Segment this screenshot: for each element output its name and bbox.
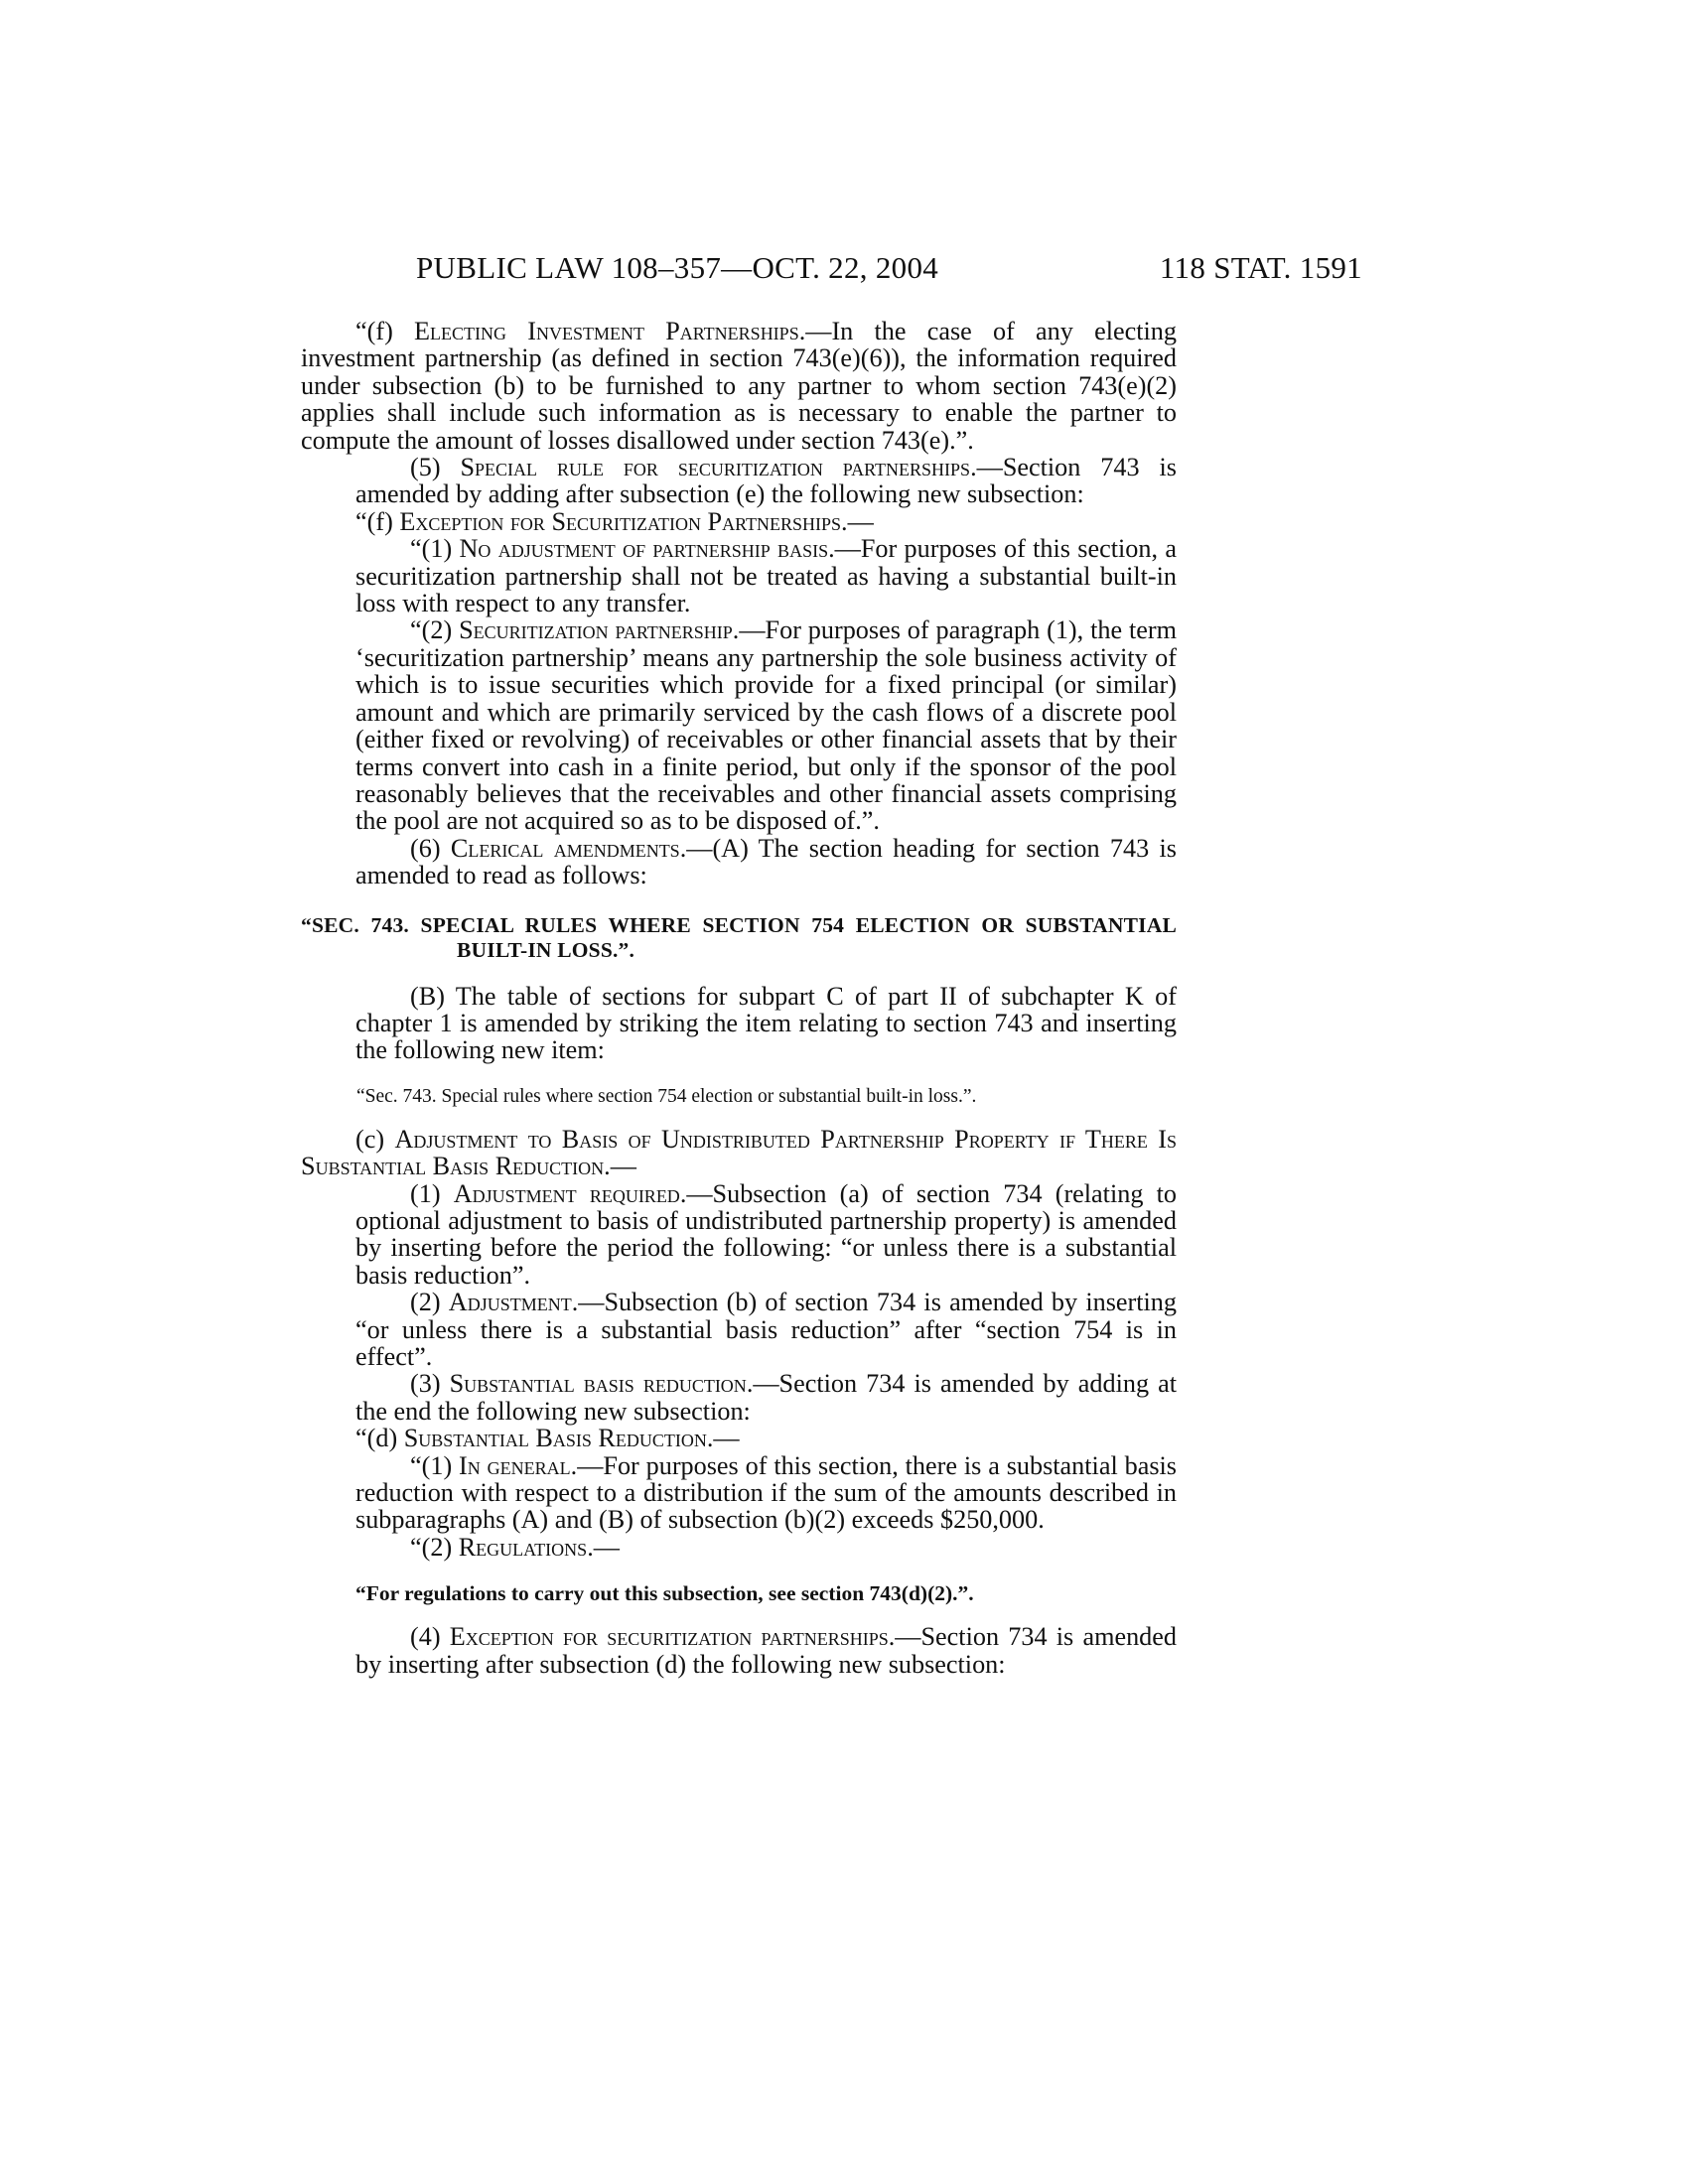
regulations-note: “For regulations to carry out this subsection, see section 743(d)(2).”. xyxy=(355,1581,974,1606)
paragraph-no-adjustment-partnership-basis: “(1) No adjustment of partnership basis.—For purposes of this section, a securitization partnership shall not be treated as having a substantial built-in loss with respect to any transfer. xyxy=(355,534,1177,618)
paragraph-in-general: “(1) In general.—For purposes of this section, there is a substantial basis reduction with respect to a distribution if the sum of the amounts described in subparagraphs (A) and (B) of subsection (b)(2) exceeds $250,000. xyxy=(355,1450,1177,1535)
paragraph-heading: Adjustment required xyxy=(453,1178,680,1208)
paragraph-heading: Adjustment to Basis of Undistributed Partnership Property if There Is Substantial Basis Reduction xyxy=(301,1124,1177,1181)
paragraph-table-of-sections: (B) The table of sections for subpart C of part II of subchapter K of chapter 1 is amended by striking the item relating to section 743 and inserting the following new item: xyxy=(355,981,1177,1065)
paragraph-exception-securitization-734: (4) Exception for securitization partnerships.—Section 734 is amended by inserting after subsection (d) the following new subsection: xyxy=(355,1622,1177,1679)
paragraph-heading: Exception for Securitization Partnerships xyxy=(399,506,842,536)
paragraph-heading: Electing Investment Partnerships xyxy=(414,317,799,345)
paragraph-adjustment-to-basis: (c) Adjustment to Basis of Undistributed Partnership Property if There Is Substantial Basis Reduction.— xyxy=(301,1124,1177,1181)
running-header xyxy=(416,250,1362,290)
document-body xyxy=(301,318,1177,1678)
paragraph-heading: Clerical amendments xyxy=(450,833,680,863)
paragraph-exception-securitization-partnerships: “(f) Exception for Securitization Partnerships.— xyxy=(355,506,874,536)
paragraph-heading: Special rule for securitization partnerships xyxy=(460,453,971,482)
paragraph-heading: Regulations xyxy=(458,1532,588,1562)
header-stat-citation: 118 STAT. 1591 xyxy=(1159,250,1362,285)
paragraph-heading: Substantial Basis Reduction xyxy=(403,1424,707,1453)
paragraph-heading: No adjustment of partnership basis xyxy=(459,534,829,564)
section-heading-743: “SEC. 743. SPECIAL RULES WHERE SECTION 754 ELECTION OR SUBSTANTIAL BUILT-IN LOSS.”. xyxy=(301,912,1177,962)
paragraph-heading: Adjustment xyxy=(448,1288,572,1317)
paragraph-clerical-amendments: (6) Clerical amendments.—(A) The section heading for section 743 is amended to read as follows: xyxy=(355,833,1177,890)
paragraph-adjustment: (2) Adjustment.—Subsection (b) of section 734 is amended by inserting “or unless there is a substantial basis reduction” after “section 754 is in effect”. xyxy=(355,1288,1177,1371)
paragraph-securitization-partnership: “(2) Securitization partnership.—For purposes of paragraph (1), the term ‘securitization partnership’ means any partnership the sole business activity of which is to issue securities which provide for a fixed principal (or similar) amount and which are primarily serviced by the cash flows of a discrete pool (either fixed or revolving) of receivables or other financial assets that by their terms convert into cash in a finite period, but only if the sponsor of the pool reasonably believes that the receivables and other financial assets comprising the pool are not acquired so as to be disposed of.”. xyxy=(355,615,1177,836)
header-title: PUBLIC LAW 108–357—OCT. 22, 2004 xyxy=(416,250,939,285)
paragraph-regulations: “(2) Regulations.— xyxy=(410,1532,620,1562)
paragraph-heading: In general xyxy=(459,1450,571,1480)
paragraph-subsection-d: “(d) Substantial Basis Reduction.— xyxy=(355,1424,740,1453)
paragraph-heading: Securitization partnership xyxy=(459,615,733,645)
paragraph-adjustment-required: (1) Adjustment required.—Subsection (a) of section 734 (relating to optional adjustment to basis of undistributed partnership property) is amended by inserting before the period the following: “or unless there is a substantial basis reduction”. xyxy=(355,1178,1177,1290)
paragraph-heading: Exception for securitization partnerships xyxy=(449,1622,889,1652)
paragraph-heading: Substantial basis reduction xyxy=(449,1369,747,1399)
paragraph-substantial-basis-reduction: (3) Substantial basis reduction.—Section 734 is amended by adding at the end the following new subsection: xyxy=(355,1369,1177,1426)
paragraph-electing-investment-partnerships: “(f) Electing Investment Partnerships.—In the case of any electing investment partnership (as defined in section 743(e)(6)), the information required under subsection (b) to be furnished to any partner to whom section 743(e)(2) applies shall include such information as is necessary to enable the partner to compute the amount of losses disallowed under section 743(e).”. xyxy=(301,317,1177,455)
paragraph-special-rule-securitization: (5) Special rule for securitization partnerships.—Section 743 is amended by adding after subsection (e) the following new subsection: xyxy=(355,453,1177,509)
table-of-sections-item: “Sec. 743. Special rules where section 754 election or substantial built-in loss.”. xyxy=(356,1085,977,1107)
